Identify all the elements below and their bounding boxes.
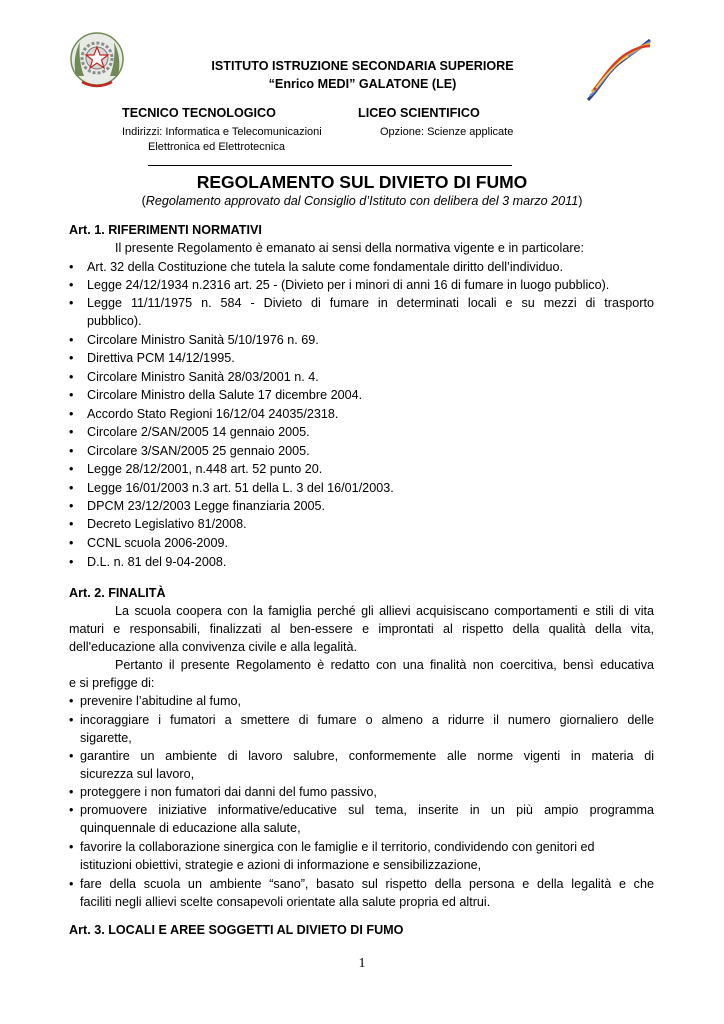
list-bullet: • [69,803,74,817]
tecnico-title: TECNICO TECNOLOGICO [122,106,276,120]
header-divider [148,165,512,166]
list-item: Circolare 3/SAN/2005 25 gennaio 2005. [87,444,310,458]
list-item-continuation: pubblico). [87,314,142,328]
list-bullet: • [69,517,74,531]
liceo-opzione: Opzione: Scienze applicate [380,126,514,138]
list-bullet: • [69,425,74,439]
list-item: promuovere iniziative informative/educative sul tema, inserite in un più ampio programma [80,803,654,817]
subtitle-open-paren: ( [141,194,146,208]
art2-heading: Art. 2. FINALITÀ [69,586,166,600]
list-bullet: • [69,444,74,458]
list-bullet: • [69,536,74,550]
list-bullet: • [69,555,74,569]
list-item: garantire un ambiente di lavoro salubre, conformemente alle norme vigenti in materia di [80,749,654,763]
list-item: Legge 16/01/2003 n.3 art. 51 della L. 3 del 16/01/2003. [87,481,394,495]
art2-paragraph-line: Pertanto il presente Regolamento è redatto con una finalità non coercitiva, bensì educativa [115,658,654,672]
list-item-continuation: faciliti negli allievi scelte consapevoli orientate alla salute propria ed altrui. [80,895,491,909]
list-item-continuation: sigarette, [80,731,132,745]
list-bullet: • [69,713,74,727]
liceo-title: LICEO SCIENTIFICO [358,106,480,120]
list-item: Circolare Ministro della Salute 17 dicembre 2004. [87,388,363,402]
list-item: Decreto Legislativo 81/2008. [87,517,247,531]
list-item: Legge 11/11/1975 n. 584 - Divieto di fumare in determinati locali e su mezzi di trasporto [87,296,654,310]
list-item: fare della scuola un ambiente “sano”, basato sul rispetto della persona e della legalità e che [80,877,654,891]
subtitle-text: Regolamento approvato dal Consiglio d’Istituto con delibera del 3 marzo 2011 [145,194,579,208]
list-item: Accordo Stato Regioni 16/12/04 24035/2318. [87,407,339,421]
list-bullet: • [69,785,74,799]
art2-paragraph-line: maturi e responsabili, finalizzati al ben-essere e improntati al rispetto della qualità della vita, [69,622,654,636]
list-bullet: • [69,481,74,495]
list-item: DPCM 23/12/2003 Legge finanziaria 2005. [87,499,326,513]
list-bullet: • [69,370,74,384]
liceo-column [358,106,558,138]
list-bullet: • [69,296,74,310]
list-bullet: • [69,694,74,708]
tecnico-indirizzi: Indirizzi: Informatica e Telecomunicazioni [122,126,322,138]
art1-intro: Il presente Regolamento è emanato ai sensi della normativa vigente e in particolare: [115,241,585,255]
list-bullet: • [69,351,74,365]
art2-paragraph-line: dell'educazione alla convivenza civile e alla legalità. [69,640,358,654]
art1-heading: Art. 1. RIFERIMENTI NORMATIVI [69,223,262,237]
list-bullet: • [69,749,74,763]
list-bullet: • [69,333,74,347]
italian-republic-emblem [68,30,126,92]
list-item: Circolare Ministro Sanità 5/10/1976 n. 69. [87,333,319,347]
list-bullet: • [69,260,74,274]
list-bullet: • [69,407,74,421]
list-item-continuation: quinquennale di educazione alla salute, [80,821,301,835]
art3-heading: Art. 3. LOCALI E AREE SOGGETTI AL DIVIETO DI FUMO [69,923,404,937]
art2-paragraph-line: La scuola coopera con la famiglia perché gli allievi acquisiscano comportamenti e stili di vita [115,604,654,618]
list-bullet: • [69,388,74,402]
document-subtitle [0,194,724,208]
list-item: Circolare 2/SAN/2005 14 gennaio 2005. [87,425,310,439]
tecnico-elettronica: Elettronica ed Elettrotecnica [148,141,285,153]
list-bullet: • [69,877,74,891]
list-item: incoraggiare i fumatori a smettere di fumare o almeno a ridurre il numero giornaliero delle [80,713,654,727]
list-item: Circolare Ministro Sanità 28/03/2001 n. 4. [87,370,319,384]
list-item: prevenire l’abitudine al fumo, [80,694,242,708]
subtitle-close-paren: ) [578,194,583,208]
page-number: 1 [358,956,366,971]
list-bullet: • [69,840,74,854]
list-item: CCNL scuola 2006-2009. [87,536,228,550]
list-item: Art. 32 della Costituzione che tutela la salute come fondamentale diritto dell’individuo. [87,260,564,274]
institute-header [130,57,595,93]
list-item: D.L. n. 81 del 9-04-2008. [87,555,227,569]
art2-paragraph-line: e si prefigge di: [69,676,155,690]
list-item: Legge 24/12/1934 n.2316 art. 25 - (Divieto per i minori di anni 16 di fumare in luogo pubblico). [87,278,610,292]
list-bullet: • [69,499,74,513]
list-item: Legge 28/12/2001, n.448 art. 52 punto 20. [87,462,323,476]
list-item-continuation: istituzioni obiettivi, strategie e azioni di informazione e sensibilizzazione, [80,858,482,872]
document-title: REGOLAMENTO SUL DIVIETO DI FUMO [196,172,528,192]
school-name: “Enrico MEDI” GALATONE (LE) [268,77,457,91]
list-bullet: • [69,462,74,476]
list-bullet: • [69,278,74,292]
list-item-continuation: sicurezza sul lavoro, [80,767,195,781]
list-item: proteggere i non fumatori dai danni del fumo passivo, [80,785,377,799]
list-item: Direttiva PCM 14/12/1995. [87,351,235,365]
tecnico-column [122,106,342,153]
institute-name: ISTITUTO ISTRUZIONE SECONDARIA SUPERIORE [211,59,514,73]
list-item: favorire la collaborazione sinergica con le famiglie e il territorio, condividendo con genitori ed [80,840,595,854]
